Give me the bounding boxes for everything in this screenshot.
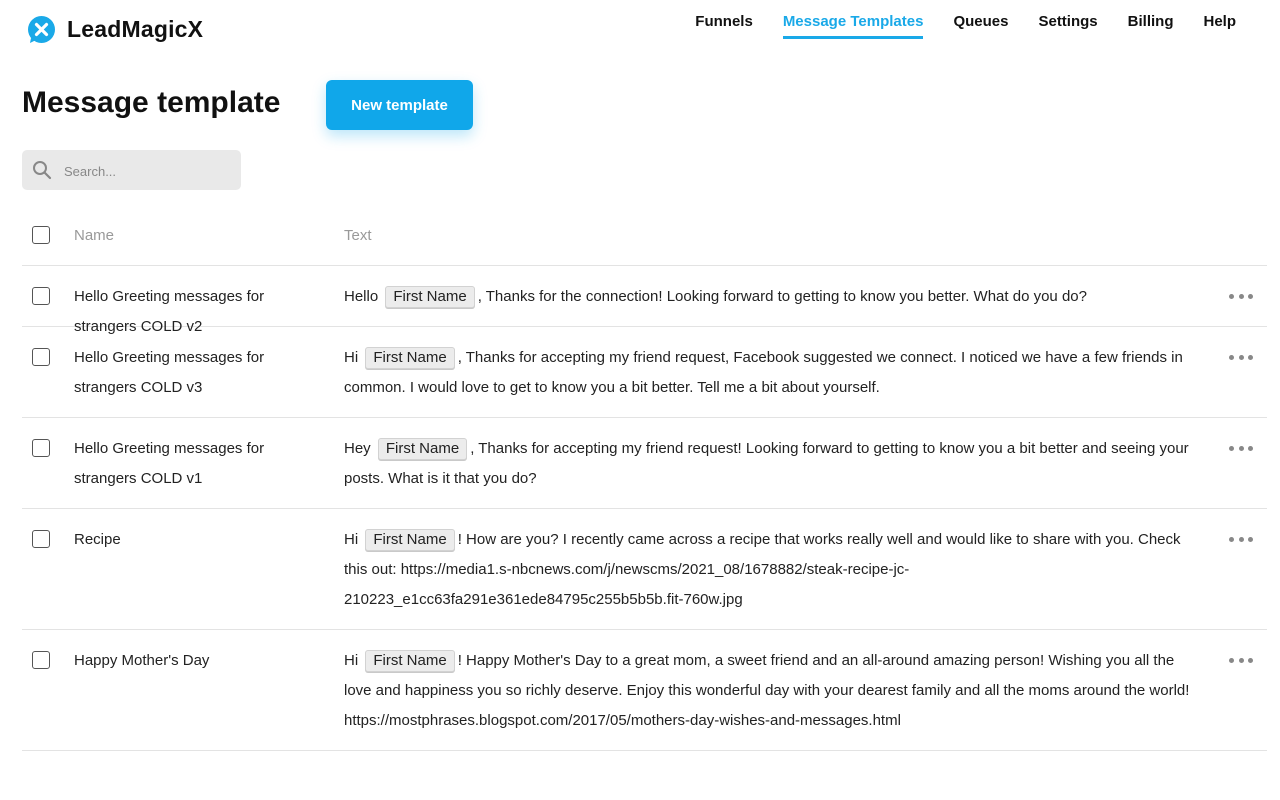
select-all-checkbox[interactable] [32,226,50,244]
column-header-text: Text [344,227,372,244]
table-row[interactable] [22,509,1267,630]
search-input[interactable] [62,158,236,184]
template-name: Hello Greeting messages for strangers COLD v3 [74,349,265,396]
main-nav [695,13,1236,39]
template-greeting: Hello [344,288,379,305]
template-body: ! How are you? I recently came across a recipe that works really well and would like to share with you. Check this out: https://media1.s-nbcnews.com/j/newscms/2021_08/1678882/steak-recipe-jc-210223_e1cc63fa291e361ede84795c255b5b5b.fit-760w.jpg [344,531,1181,608]
nav-queues[interactable]: Queues [953,13,1009,30]
more-options-icon[interactable] [1229,286,1253,306]
template-name: Recipe [74,531,121,548]
table-header [22,208,1267,266]
template-body: , Thanks for the connection! Looking forward to getting to know you better. What do you do? [477,288,1087,305]
nav-settings[interactable]: Settings [1038,13,1098,30]
templates-table [22,208,1267,751]
search-box[interactable] [22,150,241,190]
template-greeting: Hi [344,531,359,548]
template-name: Happy Mother's Day [74,652,210,669]
search-icon [32,160,52,185]
template-greeting: Hi [344,349,359,366]
variable-chip: First Name [378,438,467,460]
variable-chip: First Name [365,650,454,672]
table-row[interactable] [22,266,1267,335]
table-row[interactable] [22,418,1267,509]
template-name: Hello Greeting messages for strangers COLD v1 [74,440,265,487]
row-checkbox[interactable] [32,348,50,366]
template-body: , Thanks for accepting my friend request! Looking forward to getting to know you a bit better and seeing your posts. What is it that you do? [344,440,1189,487]
logo[interactable] [28,16,203,43]
row-checkbox[interactable] [32,439,50,457]
page-title: Message template [22,86,281,119]
table-row[interactable] [22,327,1267,418]
more-options-icon[interactable] [1229,347,1253,367]
template-greeting: Hey [344,440,371,457]
template-greeting: Hi [344,652,359,669]
row-checkbox[interactable] [32,651,50,669]
nav-help[interactable]: Help [1203,13,1236,30]
variable-chip: First Name [385,286,474,308]
nav-funnels[interactable]: Funnels [695,13,753,30]
template-body: , Thanks for accepting my friend request, Facebook suggested we connect. I noticed we have a few friends in common. I would love to get to know you a bit better. Tell me a bit about yourself. [344,349,1183,396]
template-text [344,630,1204,750]
column-header-name: Name [74,227,115,244]
template-name: Hello Greeting messages for strangers COLD v2 [74,288,265,335]
template-text [344,509,1204,629]
template-text [344,418,1204,508]
more-options-icon[interactable] [1229,650,1253,670]
template-text [344,266,1204,326]
row-checkbox[interactable] [32,530,50,548]
nav-message-templates[interactable]: Message Templates [783,13,924,39]
more-options-icon[interactable] [1229,529,1253,549]
variable-chip: First Name [365,347,454,369]
new-template-button[interactable]: New template [326,80,473,130]
more-options-icon[interactable] [1229,438,1253,458]
template-body: ! Happy Mother's Day to a great mom, a sweet friend and an all-around amazing person! Wishing you all the love and happiness you so richly deserve. Enjoy this wonderful day with your dearest family and all the moms around the world! https://mostphrases.blogspot.com/2017/05/mothers-day-wishes-and-messages.html [344,652,1190,729]
table-row[interactable] [22,630,1267,751]
row-checkbox[interactable] [32,287,50,305]
variable-chip: First Name [365,529,454,551]
template-text [344,327,1204,417]
app-name: LeadMagicX [67,16,204,42]
top-header [0,0,1280,64]
x-bubble-icon [28,16,55,43]
nav-billing[interactable]: Billing [1127,13,1174,30]
